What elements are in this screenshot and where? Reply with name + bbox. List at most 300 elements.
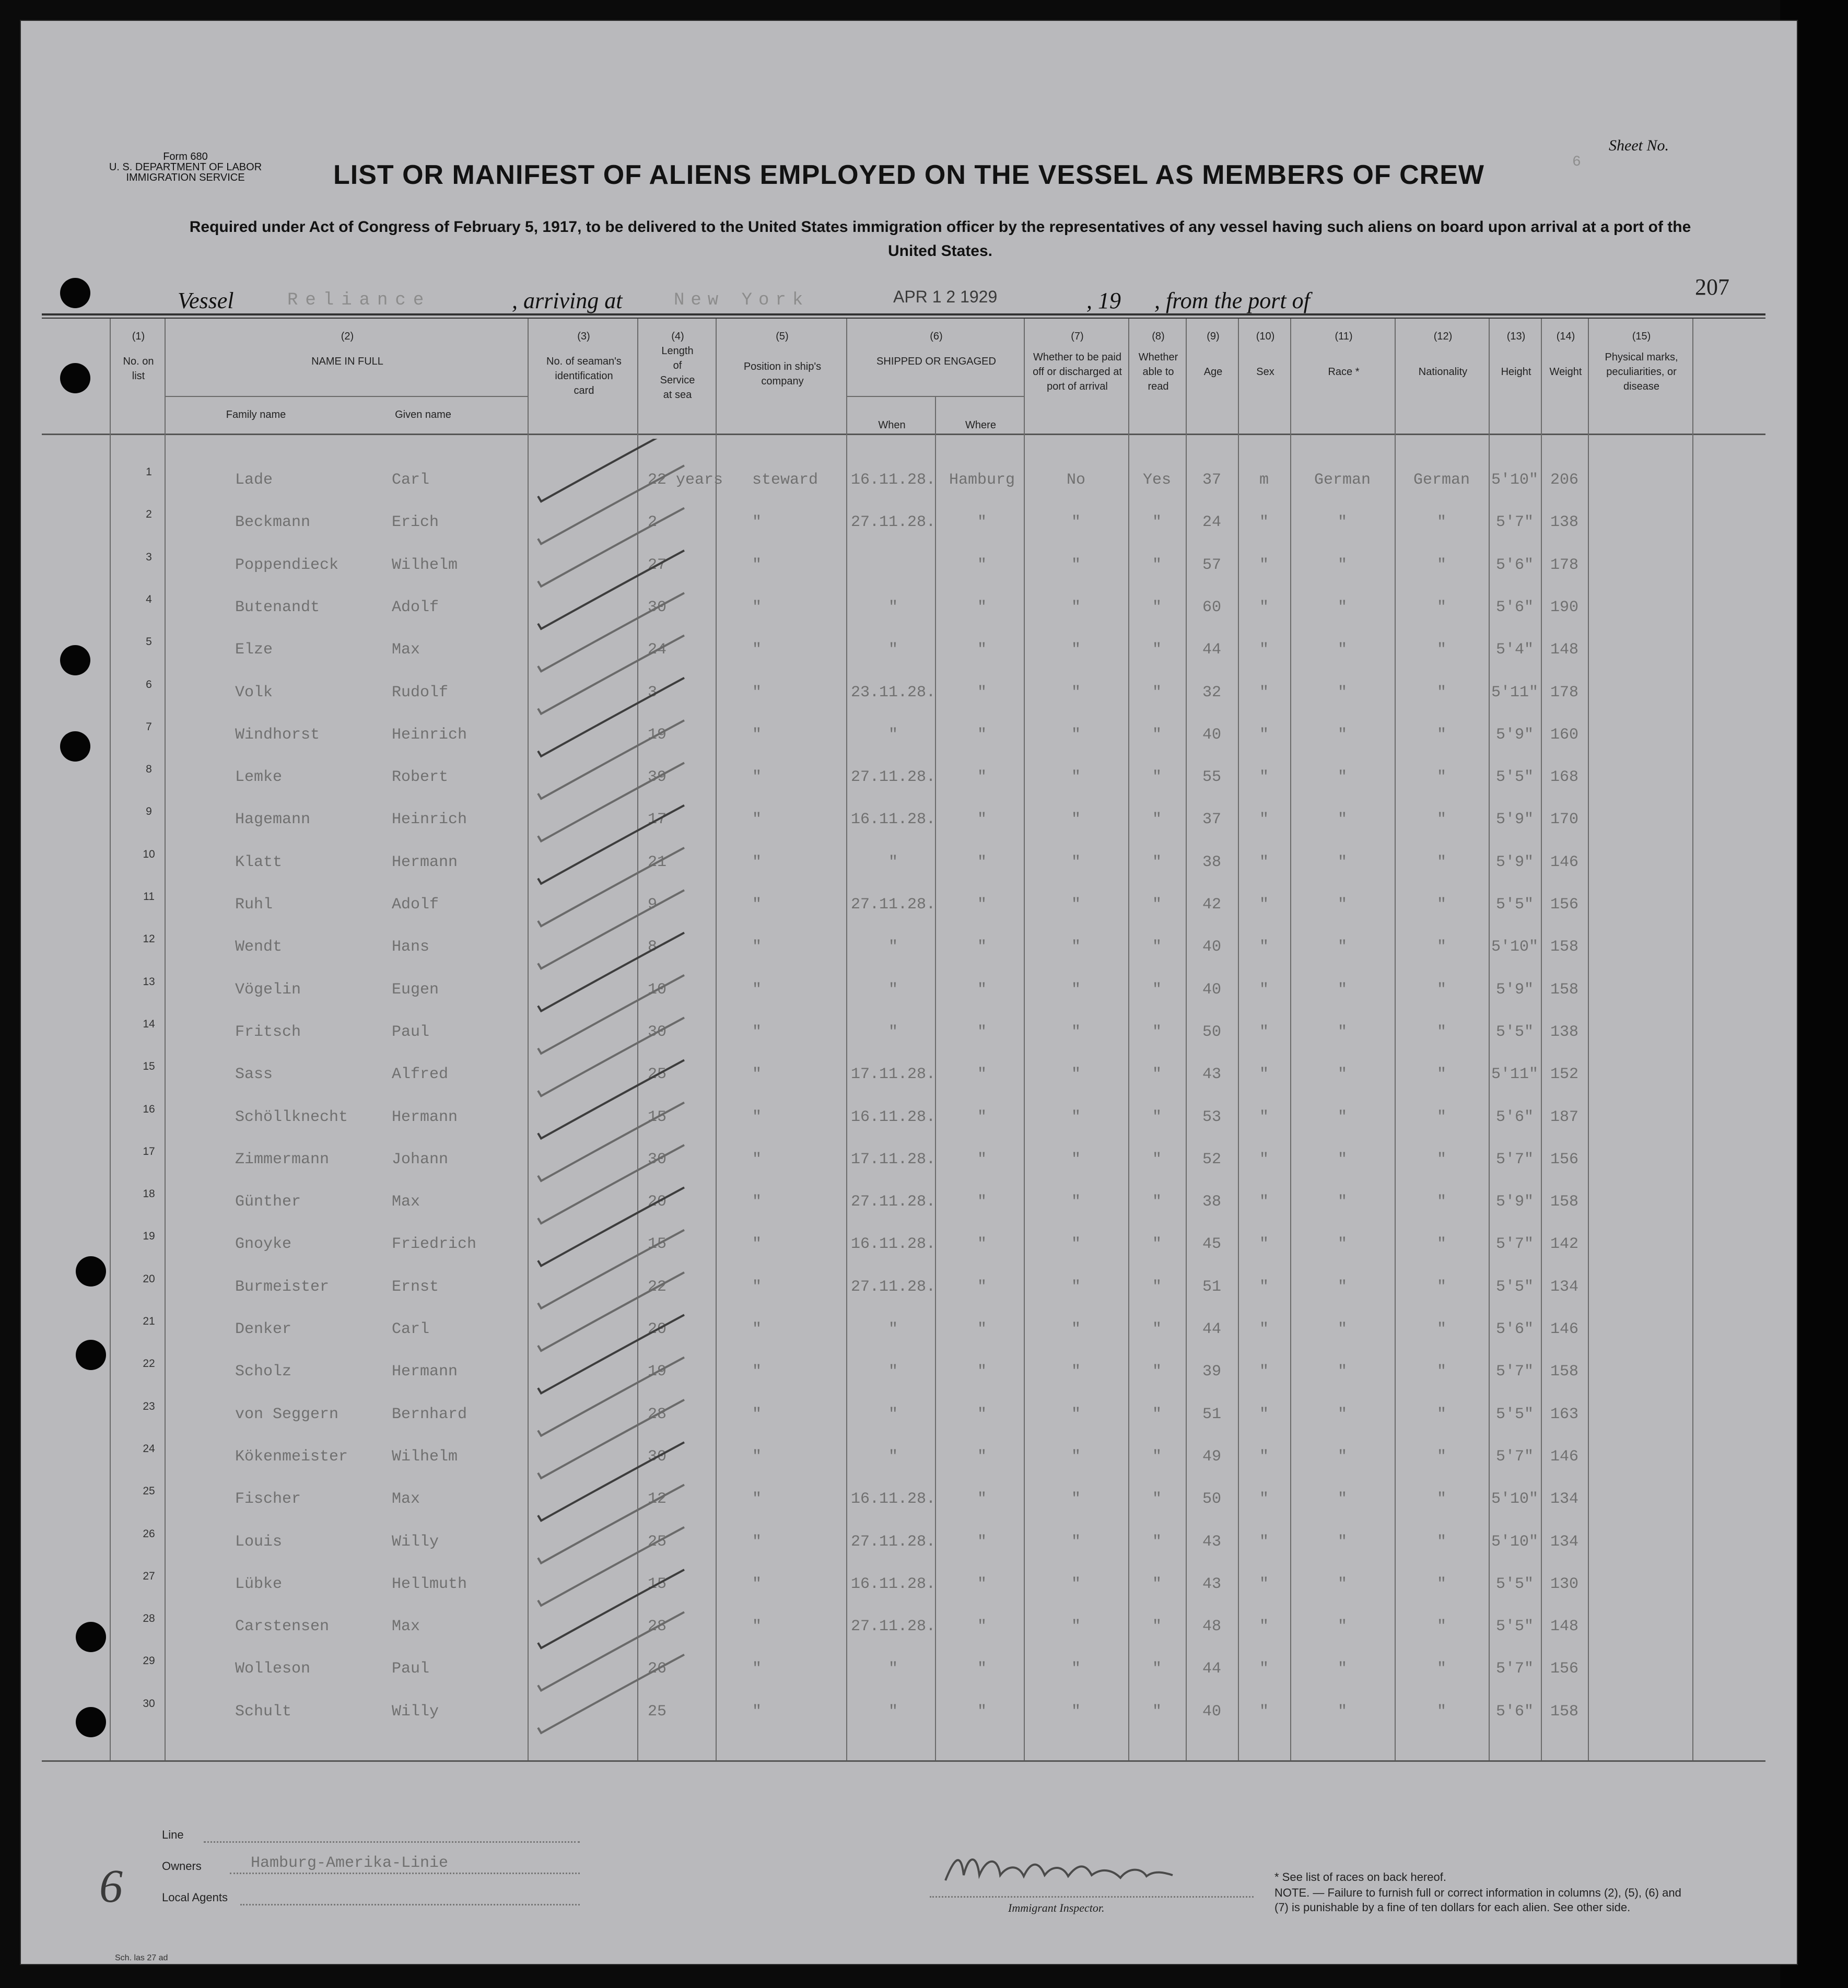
cell-paid: " — [1071, 598, 1081, 616]
cell-weight: 138 — [1550, 513, 1578, 532]
cell-given: Hans — [392, 938, 430, 956]
cell-height: 5'10" — [1491, 1490, 1538, 1508]
vessel-label: Vessel — [178, 288, 234, 313]
cell-service: 28 — [648, 1618, 667, 1636]
row-number: 26 — [143, 1527, 155, 1540]
family-name-header: Family name — [226, 409, 286, 420]
cell-service: 30 — [648, 1023, 667, 1041]
cell-family: Elze — [235, 641, 273, 659]
cell-weight: 158 — [1550, 938, 1578, 956]
row-number: 14 — [143, 1018, 155, 1030]
cell-read: " — [1152, 938, 1162, 956]
cell-where: " — [977, 1066, 987, 1084]
line-dotted — [204, 1841, 580, 1843]
service-name: IMMIGRATION SERVICE — [126, 172, 245, 183]
handwritten-page-number: 6 — [99, 1861, 123, 1912]
check-mark — [538, 439, 684, 501]
cell-when: 27.11.28. — [850, 768, 936, 787]
cell-age: 44 — [1202, 1320, 1221, 1338]
cell-read: " — [1152, 556, 1162, 574]
row-number: 27 — [143, 1570, 155, 1582]
col2-number: (2) — [341, 331, 354, 342]
cell-where: " — [977, 1363, 987, 1381]
cell-sex: " — [1259, 853, 1269, 871]
cell-where: " — [977, 768, 987, 787]
cell-service: 19 — [648, 726, 667, 744]
cell-weight: 160 — [1550, 726, 1578, 744]
cell-paid: " — [1071, 1618, 1081, 1636]
cell-nationality: " — [1436, 556, 1446, 574]
cell-sex: " — [1259, 1533, 1269, 1551]
cell-weight: 170 — [1550, 811, 1578, 829]
cell-read: " — [1152, 1150, 1162, 1168]
cell-where: " — [977, 980, 987, 999]
cell-family: Butenandt — [235, 598, 320, 616]
cell-paid: " — [1071, 726, 1081, 744]
cell-height: 5'11" — [1491, 683, 1538, 701]
cell-read: " — [1152, 896, 1162, 914]
cell-where: " — [977, 726, 987, 744]
cell-height: 5'6" — [1495, 598, 1534, 616]
cell-sex: " — [1259, 1575, 1269, 1593]
cell-sex: " — [1259, 1150, 1269, 1168]
schedule-reference: Sch. las 27 ad — [115, 1954, 168, 1962]
cell-where: " — [977, 1660, 987, 1678]
cell-given: Wilhelm — [392, 556, 458, 574]
cell-position: " — [752, 1702, 762, 1721]
col14-number: (14) — [1556, 331, 1575, 342]
cell-height: 5'6" — [1495, 1702, 1534, 1721]
cell-nationality: " — [1436, 853, 1446, 871]
row-number: 25 — [143, 1485, 155, 1498]
cell-family: Schult — [235, 1702, 292, 1721]
col9-label: Age — [1203, 366, 1223, 378]
cell-race: " — [1337, 726, 1347, 744]
cell-position: " — [752, 896, 762, 914]
cell-service: 15 — [648, 1235, 667, 1254]
cell-age: 42 — [1202, 896, 1221, 914]
cell-race: " — [1337, 811, 1347, 829]
cell-nationality: " — [1436, 1490, 1446, 1508]
col14-label: Weight — [1549, 366, 1582, 378]
row-number: 7 — [146, 720, 152, 733]
col4-label: Length of Service at sea — [660, 345, 695, 401]
cell-service: 3 — [648, 683, 658, 701]
cell-nationality: " — [1436, 768, 1446, 787]
check-mark — [538, 1230, 684, 1308]
cell-given: Max — [392, 641, 420, 659]
cell-age: 53 — [1202, 1108, 1221, 1126]
cell-given: Carl — [392, 1320, 430, 1338]
cell-weight: 134 — [1550, 1278, 1578, 1296]
stamped-number: 207 — [1695, 274, 1729, 300]
cell-given: Willy — [392, 1702, 439, 1721]
cell-where: " — [977, 513, 987, 532]
col11-label: Race * — [1328, 366, 1360, 378]
cell-family: Zimmermann — [235, 1150, 330, 1168]
cell-family: Beckmann — [235, 513, 311, 532]
cell-age: 43 — [1202, 1575, 1221, 1593]
cell-paid: " — [1071, 1066, 1081, 1084]
inspector-label: Immigrant Inspector. — [1008, 1901, 1105, 1914]
punch-hole — [76, 1707, 106, 1737]
cell-where: " — [977, 1405, 987, 1423]
col5-number: (5) — [776, 331, 789, 342]
cell-sex: " — [1259, 1363, 1269, 1381]
cell-nationality: " — [1436, 1193, 1446, 1211]
cell-weight: 156 — [1550, 1150, 1578, 1168]
shipped-when-header: When — [878, 419, 906, 431]
cell-where: " — [977, 1447, 987, 1466]
cell-when: 17.11.28. — [850, 1066, 936, 1084]
cell-when: 16.11.28. — [850, 1575, 936, 1593]
col10-number: (10) — [1256, 331, 1275, 342]
cell-position: " — [752, 853, 762, 871]
cell-position: " — [752, 1235, 762, 1254]
shipped-where-header: Where — [965, 419, 996, 431]
cell-height: 5'5" — [1495, 1278, 1534, 1296]
cell-height: 5'11" — [1491, 1066, 1538, 1084]
cell-race: " — [1337, 768, 1347, 787]
cell-family: Scholz — [235, 1363, 292, 1381]
punch-hole — [60, 363, 90, 393]
cell-where: " — [977, 896, 987, 914]
cell-weight: 178 — [1550, 556, 1578, 574]
cell-service: 15 — [648, 1108, 667, 1126]
cell-where: " — [977, 598, 987, 616]
cell-race: " — [1337, 1447, 1347, 1466]
cell-race: " — [1337, 1066, 1347, 1084]
row-number: 9 — [146, 805, 152, 818]
cell-race: " — [1337, 1278, 1347, 1296]
cell-family: Lade — [235, 471, 273, 489]
cell-race: " — [1337, 598, 1347, 616]
col6-number: (6) — [930, 331, 943, 342]
cell-service: 15 — [648, 1575, 667, 1593]
check-mark — [538, 1485, 684, 1563]
cell-race: " — [1337, 1320, 1347, 1338]
line-label: Line — [162, 1828, 184, 1841]
cell-race: " — [1337, 1490, 1347, 1508]
cell-height: 5'7" — [1495, 1150, 1534, 1168]
col1-header — [112, 329, 165, 383]
cell-weight: 138 — [1550, 1023, 1578, 1041]
cell-paid: " — [1071, 1023, 1081, 1041]
cell-age: 44 — [1202, 1660, 1221, 1678]
row-number: 30 — [143, 1697, 155, 1710]
cell-age: 45 — [1202, 1235, 1221, 1254]
row-number: 4 — [146, 593, 152, 605]
cell-age: 44 — [1202, 641, 1221, 659]
cell-position: " — [752, 641, 762, 659]
cell-sex: " — [1259, 1023, 1269, 1041]
cell-weight: 146 — [1550, 1447, 1578, 1466]
cell-when: 16.11.28. — [850, 1108, 936, 1126]
cell-sex: m — [1259, 471, 1269, 489]
cell-given: Eugen — [392, 980, 439, 999]
cell-service: 30 — [648, 598, 667, 616]
check-mark — [538, 890, 684, 968]
cell-given: Robert — [392, 768, 449, 787]
cell-given: Hermann — [392, 1108, 458, 1126]
cell-position: " — [752, 768, 762, 787]
cell-service: 21 — [648, 853, 667, 871]
cell-family: Schöllknecht — [235, 1108, 348, 1126]
cell-sex: " — [1259, 598, 1269, 616]
cell-position: " — [752, 1150, 762, 1168]
check-mark — [538, 805, 684, 884]
cell-height: 5'7" — [1495, 513, 1534, 532]
cell-service: 24 — [648, 641, 667, 659]
cell-service: 25 — [648, 1702, 667, 1721]
cell-when: " — [888, 980, 898, 999]
cell-nationality: " — [1436, 683, 1446, 701]
cell-sex: " — [1259, 1660, 1269, 1678]
cell-height: 5'5" — [1495, 1618, 1534, 1636]
cell-read: " — [1152, 1278, 1162, 1296]
cell-given: Hermann — [392, 853, 458, 871]
col13-number: (13) — [1506, 331, 1526, 342]
cell-read: " — [1152, 1066, 1162, 1084]
cell-service: 25 — [648, 1066, 667, 1084]
cell-nationality: " — [1436, 726, 1446, 744]
cell-age: 32 — [1202, 683, 1221, 701]
cell-read: " — [1152, 1235, 1162, 1254]
col7-header — [1026, 329, 1128, 394]
check-mark — [538, 1612, 684, 1690]
cell-race: " — [1337, 683, 1347, 701]
col5-header — [718, 329, 846, 389]
cell-when: " — [888, 1363, 898, 1381]
cell-nationality: " — [1436, 811, 1446, 829]
cell-service: 20 — [648, 1193, 667, 1211]
cell-service: 28 — [648, 1405, 667, 1423]
cell-position: " — [752, 1447, 762, 1466]
form-number: Form 680 — [163, 151, 208, 162]
table-bottom-rule — [42, 1760, 1765, 1762]
cell-paid: " — [1071, 1363, 1081, 1381]
cell-paid: " — [1071, 1660, 1081, 1678]
row-number: 1 — [146, 466, 152, 478]
vessel-name: Reliance — [287, 290, 431, 310]
cell-race: " — [1337, 1235, 1347, 1254]
cell-nationality: " — [1436, 598, 1446, 616]
cell-paid: " — [1071, 1447, 1081, 1466]
cell-given: Wilhelm — [392, 1447, 458, 1466]
cell-race: " — [1337, 1193, 1347, 1211]
races-note: * See list of races on back hereof. — [1274, 1870, 1446, 1884]
col3-number: (3) — [577, 331, 590, 342]
cell-race: " — [1337, 1533, 1347, 1551]
cell-position: " — [752, 683, 762, 701]
cell-height: 5'9" — [1495, 853, 1534, 871]
cell-height: 5'10" — [1491, 1533, 1538, 1551]
cell-nationality: " — [1436, 896, 1446, 914]
col14-header — [1543, 329, 1588, 379]
col1-label: No. on list — [123, 356, 154, 382]
cell-read: " — [1152, 1193, 1162, 1211]
col6-label: SHIPPED OR ENGAGED — [876, 356, 996, 367]
inspector-dotted — [930, 1896, 1254, 1898]
cell-where: " — [977, 938, 987, 956]
row-number: 16 — [143, 1103, 155, 1115]
col15-number: (15) — [1632, 331, 1651, 342]
cell-position: " — [752, 980, 762, 999]
cell-where: " — [977, 683, 987, 701]
inspector-signature — [940, 1844, 1264, 1901]
cell-service: 27 — [648, 556, 667, 574]
cell-service: 9 — [648, 896, 658, 914]
cell-read: " — [1152, 768, 1162, 787]
cell-service: 39 — [648, 768, 667, 787]
cell-where: " — [977, 1193, 987, 1211]
check-mark — [538, 508, 684, 587]
cell-race: German — [1314, 471, 1371, 489]
cell-race: " — [1337, 980, 1347, 999]
cell-paid: " — [1071, 853, 1081, 871]
cell-weight: 178 — [1550, 683, 1578, 701]
cell-read: " — [1152, 1533, 1162, 1551]
cell-service: 26 — [648, 1660, 667, 1678]
row-number: 5 — [146, 636, 152, 648]
cell-family: Poppendieck — [235, 556, 339, 574]
cell-nationality: " — [1436, 641, 1446, 659]
cell-where: " — [977, 1320, 987, 1338]
cell-given: Alfred — [392, 1066, 449, 1084]
cell-where: " — [977, 1490, 987, 1508]
col15-label: Physical marks, peculiarities, or disease — [1605, 352, 1678, 392]
name-subheader-rule — [165, 396, 528, 397]
cell-position: " — [752, 1023, 762, 1041]
cell-height: 5'6" — [1495, 1108, 1534, 1126]
cell-nationality: " — [1436, 1320, 1446, 1338]
cell-paid: " — [1071, 980, 1081, 999]
cell-age: 52 — [1202, 1150, 1221, 1168]
cell-given: Adolf — [392, 896, 439, 914]
col2-label: NAME IN FULL — [311, 356, 383, 367]
cell-nationality: " — [1436, 980, 1446, 999]
cell-paid: " — [1071, 938, 1081, 956]
check-mark — [538, 1358, 684, 1436]
col12-label: Nationality — [1418, 366, 1468, 378]
cell-race: " — [1337, 896, 1347, 914]
cell-given: Heinrich — [392, 726, 467, 744]
check-mark — [538, 465, 684, 544]
cell-when: " — [888, 938, 898, 956]
manifest-sheet — [21, 21, 1797, 1964]
cell-when: " — [888, 641, 898, 659]
cell-sex: " — [1259, 938, 1269, 956]
row-number: 12 — [143, 933, 155, 945]
check-mark — [538, 678, 684, 756]
col13-label: Height — [1501, 366, 1531, 378]
row-number: 3 — [146, 551, 152, 563]
col11-number: (11) — [1335, 331, 1353, 342]
col9-number: (9) — [1207, 331, 1220, 342]
cell-sex: " — [1259, 1066, 1269, 1084]
check-mark — [538, 848, 684, 926]
cell-given: Adolf — [392, 598, 439, 616]
col8-number: (8) — [1152, 331, 1165, 342]
row-number: 29 — [143, 1655, 155, 1667]
col12-number: (12) — [1433, 331, 1453, 342]
cell-given: Paul — [392, 1660, 430, 1678]
cell-family: Denker — [235, 1320, 292, 1338]
department-name: U. S. DEPARTMENT OF LABOR — [109, 161, 262, 173]
cell-sex: " — [1259, 1320, 1269, 1338]
row-number: 23 — [143, 1400, 155, 1412]
cell-race: " — [1337, 1618, 1347, 1636]
cell-position: " — [752, 1533, 762, 1551]
local-agents-label: Local Agents — [162, 1891, 228, 1904]
cell-age: 43 — [1202, 1533, 1221, 1551]
cell-nationality: German — [1413, 471, 1470, 489]
cell-when: 23.11.28. — [850, 683, 936, 701]
arrival-date-stamp: APR 1 2 1929 — [893, 287, 998, 306]
table-top-rule — [42, 313, 1765, 315]
col8-label: Whether able to read — [1138, 352, 1178, 392]
cell-family: Kökenmeister — [235, 1447, 348, 1466]
cell-where: " — [977, 1533, 987, 1551]
cell-nationality: " — [1436, 1447, 1446, 1466]
cell-height: 5'5" — [1495, 768, 1534, 787]
cell-height: 5'9" — [1495, 1193, 1534, 1211]
cell-when: 27.11.28. — [850, 896, 936, 914]
cell-service: 10 — [648, 980, 667, 999]
cell-when: " — [888, 598, 898, 616]
check-mark — [538, 551, 684, 629]
row-number: 18 — [143, 1188, 155, 1200]
cell-family: Gnoyke — [235, 1235, 292, 1254]
cell-when: 27.11.28. — [850, 1533, 936, 1551]
fine-note: NOTE. — Failure to furnish full or correct information in columns (2), (5), (6) and (7) is punishable by a fine of ten dollars for each alien. See other side. — [1274, 1886, 1681, 1914]
cell-height: 5'5" — [1495, 1575, 1534, 1593]
cell-nationality: " — [1436, 1702, 1446, 1721]
cell-where: Hamburg — [949, 471, 1015, 489]
cell-age: 38 — [1202, 1193, 1221, 1211]
cell-weight: 146 — [1550, 853, 1578, 871]
cell-paid: " — [1071, 1320, 1081, 1338]
cell-when: " — [888, 1023, 898, 1041]
cell-when: 27.11.28. — [850, 513, 936, 532]
table-top-rule-inner — [42, 318, 1765, 319]
cell-weight: 158 — [1550, 1193, 1578, 1211]
cell-nationality: " — [1436, 1575, 1446, 1593]
cell-paid: " — [1071, 811, 1081, 829]
shipped-subheader-rule — [846, 396, 1024, 397]
cell-given: Max — [392, 1618, 420, 1636]
check-mark — [538, 975, 684, 1054]
cell-family: Wolleson — [235, 1660, 311, 1678]
row-number: 11 — [143, 891, 155, 903]
cell-sex: " — [1259, 641, 1269, 659]
cell-nationality: " — [1436, 1235, 1446, 1254]
cell-sex: " — [1259, 1278, 1269, 1296]
cell-sex: " — [1259, 1447, 1269, 1466]
cell-read: " — [1152, 683, 1162, 701]
cell-family: von Seggern — [235, 1405, 339, 1423]
cell-nationality: " — [1436, 1405, 1446, 1423]
cell-weight: 156 — [1550, 896, 1578, 914]
cell-family: Fischer — [235, 1490, 301, 1508]
cell-given: Heinrich — [392, 811, 467, 829]
cell-position: " — [752, 811, 762, 829]
cell-read: " — [1152, 1618, 1162, 1636]
cell-read: Yes — [1142, 471, 1171, 489]
col9-header — [1188, 329, 1238, 379]
cell-where: " — [977, 1108, 987, 1126]
cell-nationality: " — [1436, 513, 1446, 532]
